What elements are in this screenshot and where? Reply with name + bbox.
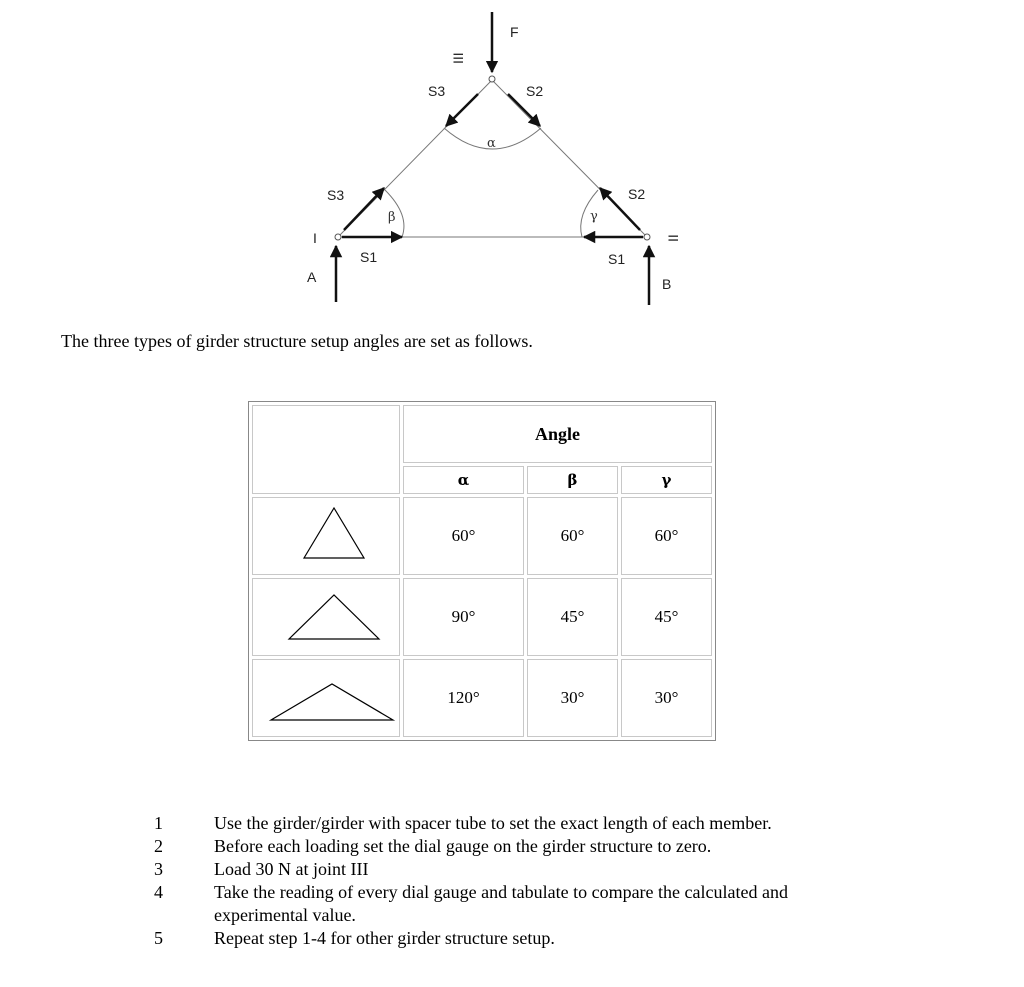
angle-table [248,401,716,741]
alpha-label: α [487,136,496,151]
table-corner-cell [252,405,400,494]
s3-left-label: S3 [327,187,345,203]
step-number: 4 [154,882,163,902]
step-text: Take the reading of every dial gauge and tabulate to compare the calculated and experimental value. [214,882,788,925]
shape-cell [252,659,400,737]
joint-right-label: II [665,234,681,242]
alpha-value: 60° [403,497,524,575]
gamma-value: 45° [621,578,712,656]
table-row [252,497,712,575]
beta-value: 30° [527,659,618,737]
table-row [252,578,712,656]
list-item [150,835,870,858]
alpha-value: 90° [403,578,524,656]
gamma-column-header: γ [621,466,712,494]
beta-column-header: β [527,466,618,494]
list-item [150,881,870,927]
gamma-value: 60° [621,497,712,575]
force-label: F [510,24,519,40]
list-item [150,812,870,835]
shape-cell [252,578,400,656]
joint-right [644,234,650,240]
alpha-column-header: α [403,466,524,494]
intro-text: The three types of girder structure setup angles are set as follows. [61,331,533,351]
step-number: 1 [154,813,163,833]
joint-top [489,76,495,82]
list-item [150,858,870,881]
s3-top-label: S3 [428,83,446,99]
s2-right-label: S2 [628,186,646,202]
procedure-steps [150,812,870,950]
support-b-label: B [662,276,672,292]
joint-top-label: III [450,52,466,64]
step-text: Before each loading set the dial gauge on the girder structure to zero. [214,836,712,856]
step-text: Load 30 N at joint III [214,859,369,879]
equilateral-triangle-icon [256,504,396,564]
s3-left-arrow [344,188,384,230]
step-number: 2 [154,836,163,856]
shape-cell [252,497,400,575]
s3-top-arrow [446,94,478,126]
angle-header: Angle [403,405,712,463]
s2-top-label: S2 [526,83,544,99]
s1-right-label: S1 [608,251,626,267]
gamma-value: 30° [621,659,712,737]
joint-left [335,234,341,240]
alpha-value: 120° [403,659,524,737]
beta-label: β [388,210,396,225]
gamma-label: γ [590,209,598,224]
truss-diagram [0,0,1024,320]
step-text: Use the girder/girder with spacer tube to set the exact length of each member. [214,813,772,833]
step-number: 5 [154,928,163,948]
beta-value: 60° [527,497,618,575]
s1-left-label: S1 [360,249,378,265]
right-isosceles-triangle-icon [256,585,396,645]
support-a-label: A [307,269,317,285]
list-item [150,927,870,950]
table-row [252,659,712,737]
beta-value: 45° [527,578,618,656]
obtuse-triangle-icon [256,666,396,726]
step-number: 3 [154,859,163,879]
step-text: Repeat step 1-4 for other girder structure setup. [214,928,555,948]
joint-left-label: I [313,230,317,246]
